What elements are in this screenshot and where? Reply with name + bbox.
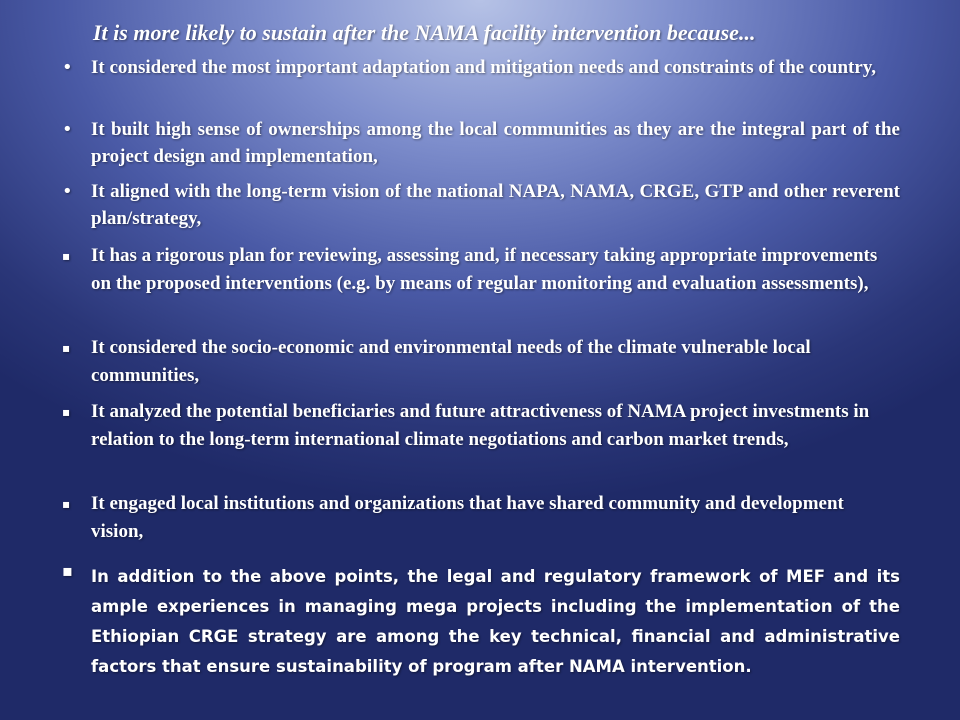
bullet-item (56, 490, 900, 546)
bullet-text: It analyzed the potential beneficiaries and future attractiveness of NAMA project investments in relation to the long-term international climate negotiations and carbon market trends, (91, 401, 870, 450)
square-bullet-icon: ▪ (62, 249, 71, 263)
bullet-item (56, 334, 900, 390)
bullet-text: It considered the socio-economic and environmental needs of the climate vulnerable local communities, (91, 337, 811, 386)
round-bullet-icon: • (62, 57, 73, 78)
round-bullet-icon: • (62, 181, 73, 202)
bullet-text: It considered the most important adaptation and mitigation needs and constraints of the country, (91, 57, 877, 78)
square-bullet-icon: ▪ (62, 341, 71, 355)
bullet-item (56, 178, 900, 232)
bullet-text: It aligned with the long-term vision of the national NAPA, NAMA, CRGE, GTP and other reverent plan/strategy, (91, 181, 900, 229)
bullet-item (56, 242, 900, 298)
square-bullet-icon: ▪ (62, 405, 71, 419)
bullet-item (56, 116, 900, 170)
bullet-item (56, 562, 900, 682)
square-bullet-icon: ▪ (62, 561, 73, 580)
bullet-item (56, 54, 900, 81)
bullet-text: It has a rigorous plan for reviewing, assessing and, if necessary taking appropriate improvements on the proposed interventions (e.g. by means of regular monitoring and evaluation assessments), (91, 245, 878, 294)
round-bullet-icon: • (62, 119, 73, 140)
slide-title: It is more likely to sustain after the NAMA facility intervention because... (93, 20, 756, 45)
bullet-item (56, 398, 900, 454)
bullet-text: In addition to the above points, the legal and regulatory framework of MEF and its ample experiences in managing mega projects including the implementation of the Ethiopian CRGE strategy are among the key technical, financial and administrative factors that ensure sustainability of program after NAMA intervention. (91, 567, 900, 676)
bullet-text: It engaged local institutions and organizations that have shared community and development vision, (91, 493, 844, 542)
bullet-text: It built high sense of ownerships among the local communities as they are the integral part of the project design and implementation, (91, 119, 900, 167)
square-bullet-icon: ▪ (62, 497, 71, 511)
